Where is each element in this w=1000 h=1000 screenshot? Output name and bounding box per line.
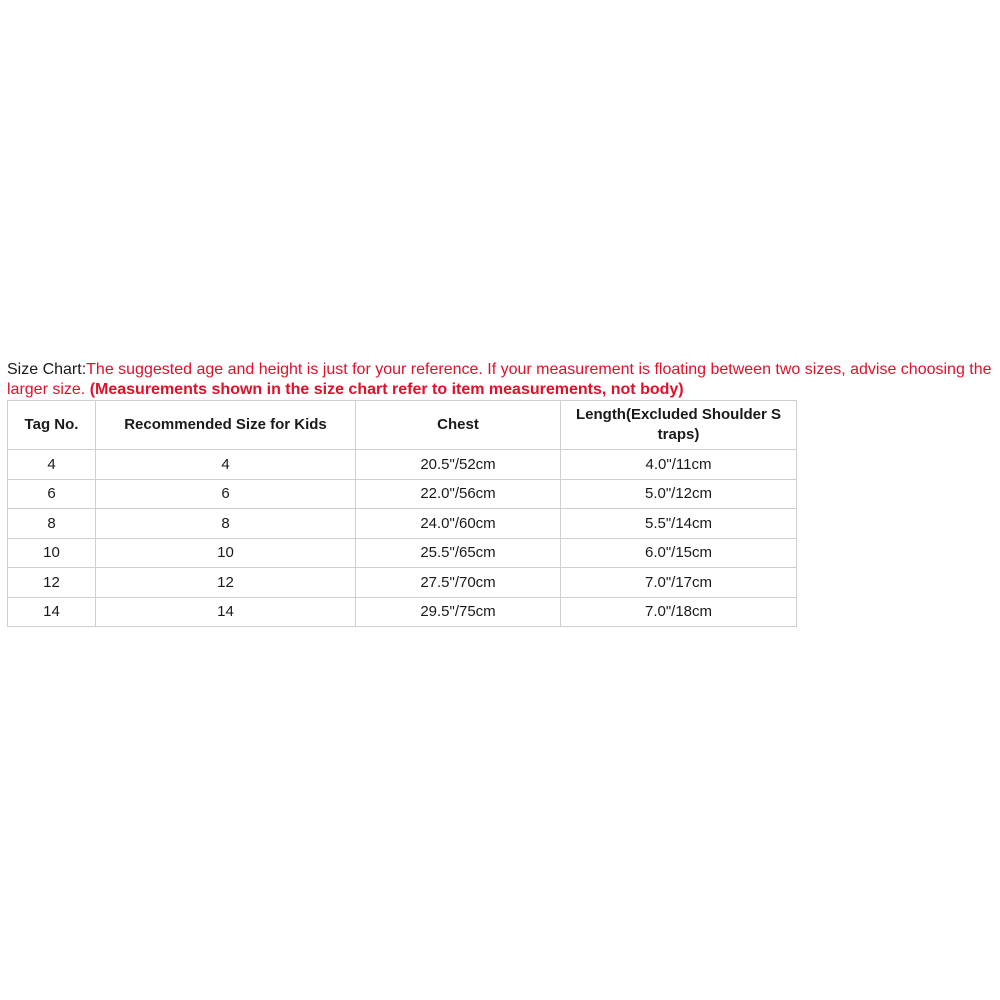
header-length: Length(Excluded Shoulder S traps) [561, 401, 797, 450]
cell-recommended: 14 [96, 597, 356, 627]
cell-recommended: 8 [96, 509, 356, 539]
table-row [8, 568, 797, 598]
table-row [8, 479, 797, 509]
header-chest: Chest [356, 401, 561, 450]
size-chart-label: Size Chart: [7, 361, 87, 378]
cell-length: 5.5"/14cm [561, 509, 797, 539]
cell-chest: 24.0"/60cm [356, 509, 561, 539]
table-row [8, 538, 797, 568]
cell-length: 7.0"/17cm [561, 568, 797, 598]
cell-chest: 29.5"/75cm [356, 597, 561, 627]
cell-recommended: 12 [96, 568, 356, 598]
cell-length: 6.0"/15cm [561, 538, 797, 568]
cell-recommended: 6 [96, 479, 356, 509]
cell-recommended: 4 [96, 450, 356, 480]
cell-length: 5.0"/12cm [561, 479, 797, 509]
size-chart-intro [7, 360, 999, 399]
table-row [8, 597, 797, 627]
header-recommended-size: Recommended Size for Kids [96, 401, 356, 450]
cell-tag: 12 [8, 568, 96, 598]
cell-tag: 4 [8, 450, 96, 480]
cell-tag: 14 [8, 597, 96, 627]
cell-chest: 20.5"/52cm [356, 450, 561, 480]
table-row [8, 509, 797, 539]
cell-tag: 8 [8, 509, 96, 539]
header-tag-no: Tag No. [8, 401, 96, 450]
measurement-disclaimer: (Measurements shown in the size chart refer to item measurements, not body) [89, 380, 684, 398]
cell-tag: 6 [8, 479, 96, 509]
size-chart-table [7, 400, 797, 627]
size-advice-note: The suggested age and height is just for your reference. If your measurement is floating between two sizes, advise choosing the larger size. [7, 361, 992, 398]
cell-tag: 10 [8, 538, 96, 568]
table-header-row [8, 401, 797, 450]
cell-length: 7.0"/18cm [561, 597, 797, 627]
cell-chest: 25.5"/65cm [356, 538, 561, 568]
cell-length: 4.0"/11cm [561, 450, 797, 480]
cell-chest: 27.5"/70cm [356, 568, 561, 598]
cell-chest: 22.0"/56cm [356, 479, 561, 509]
cell-recommended: 10 [96, 538, 356, 568]
table-row [8, 450, 797, 480]
